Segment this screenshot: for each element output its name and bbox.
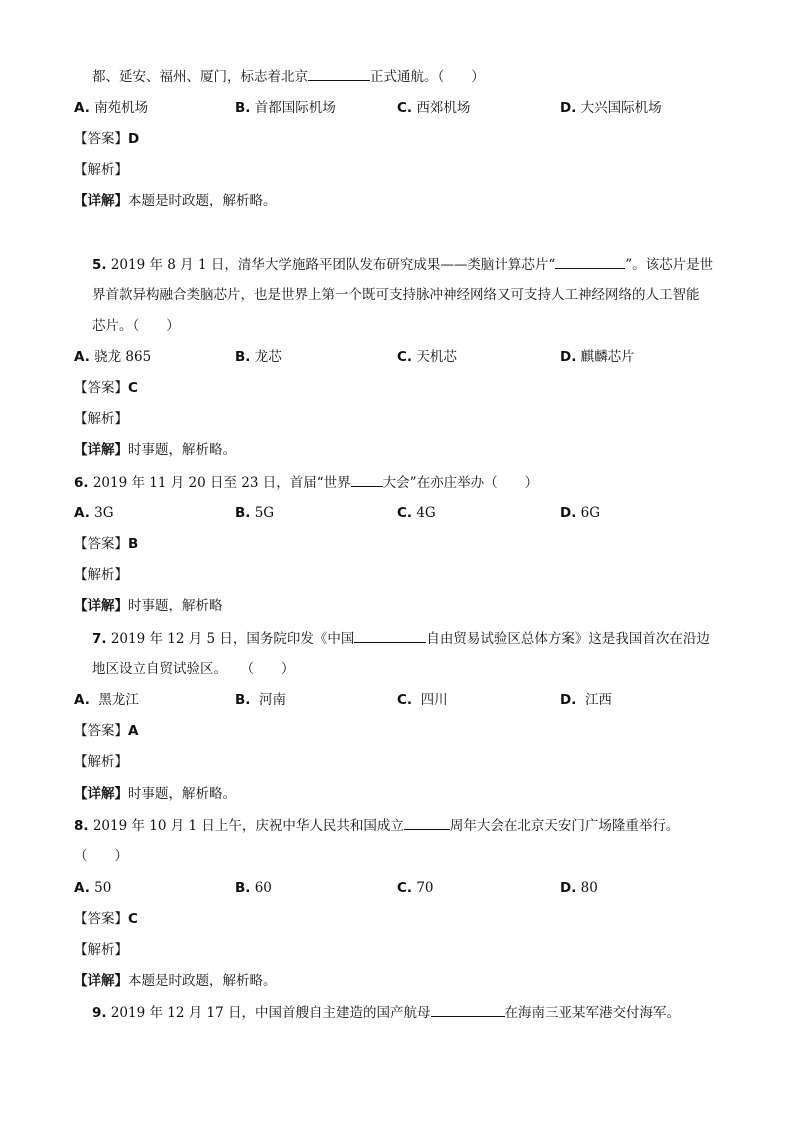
q8-answer: 【答案】C	[74, 911, 138, 927]
q5-option-b: B. 龙芯	[235, 349, 282, 365]
q5-stem-line-2: 界首款异构融合类脑芯片，也是世界上第一个既可支持脉冲神经网络又可支持人工神经网络的人工智能	[92, 287, 700, 303]
q8-blank	[404, 815, 450, 830]
q7-option-d: D. 江西	[560, 692, 612, 708]
q5-detail: 【详解】时事题，解析略。	[74, 442, 236, 458]
q4-answer: 【答案】D	[74, 131, 140, 147]
q6-stem: 6. 2019 年 11 月 20 日至 23 日，首届“世界 大会”在亦庄举办（ ）	[74, 472, 538, 493]
q8-option-a: A. 50	[74, 880, 112, 896]
q4-option-a: A. 南苑机场	[74, 100, 149, 116]
q7-answer: 【答案】A	[74, 723, 139, 739]
q8-stem-line-2: （ ）	[74, 848, 128, 864]
q5-answer: 【答案】C	[74, 380, 138, 396]
q7-option-a: A. 黑龙江	[74, 692, 139, 708]
q6-detail: 【详解】时事题，解析略	[74, 598, 223, 614]
q7-option-c: C. 四川	[397, 692, 448, 708]
q5-option-d: D. 麒麟芯片	[560, 349, 635, 365]
q4-option-b: B. 首都国际机场	[235, 100, 336, 116]
q4-stem-part-a: 都、延安、福州、厦门，标志着北京	[92, 69, 308, 85]
q7-analysis-label: 【解析】	[74, 754, 128, 770]
q5-stem-line-3: 芯片。（ ）	[92, 318, 180, 334]
q6-option-d: D. 6G	[560, 505, 601, 521]
q7-detail: 【详解】时事题，解析略。	[74, 786, 236, 802]
q5-stem-line-1: 5. 2019 年 8 月 1 日，清华大学施路平团队发布研究成果——类脑计算芯片“ ”。该芯片是世	[92, 254, 713, 275]
q6-option-c: C. 4G	[397, 505, 436, 521]
q4-analysis-label: 【解析】	[74, 162, 128, 178]
q4-option-d: D. 大兴国际机场	[560, 100, 662, 116]
q7-blank	[354, 628, 426, 643]
q8-option-d: D. 80	[560, 880, 598, 896]
q8-option-b: B. 60	[235, 880, 272, 896]
q6-blank	[351, 472, 383, 487]
q7-option-b: B. 河南	[235, 692, 287, 708]
q4-option-c: C. 西郊机场	[397, 100, 471, 116]
q6-answer: 【答案】B	[74, 536, 139, 552]
q8-option-c: C. 70	[397, 880, 434, 896]
q8-analysis-label: 【解析】	[74, 942, 128, 958]
q4-stem	[92, 66, 485, 87]
q5-option-c: C. 天机芯	[397, 349, 457, 365]
q5-analysis-label: 【解析】	[74, 411, 128, 427]
q4-detail: 【详解】本题是时政题，解析略。	[74, 193, 277, 209]
q7-stem-line-2: 地区设立自贸试验区。 （ ）	[92, 661, 295, 677]
q5-option-a: A. 骁龙 865	[74, 349, 152, 365]
q9-stem: 9. 2019 年 12 月 17 日，中国首艘自主建造的国产航母 在海南三亚某军港交付海军。	[92, 1002, 680, 1023]
q4-blank	[308, 66, 370, 81]
q5-blank	[555, 254, 625, 269]
q9-blank	[431, 1002, 505, 1017]
q6-option-a: A. 3G	[74, 505, 114, 521]
q6-analysis-label: 【解析】	[74, 567, 128, 583]
q8-detail: 【详解】本题是时政题，解析略。	[74, 973, 277, 989]
q8-stem: 8. 2019 年 10 月 1 日上午，庆祝中华人民共和国成立 周年大会在北京天安门广场隆重举行。	[74, 815, 679, 836]
q4-stem-part-b: 正式通航。（ ）	[370, 69, 485, 85]
q7-stem-line-1: 7. 2019 年 12 月 5 日，国务院印发《中国 自由贸易试验区总体方案》这是我国首次在沿边	[92, 628, 710, 649]
q6-option-b: B. 5G	[235, 505, 275, 521]
